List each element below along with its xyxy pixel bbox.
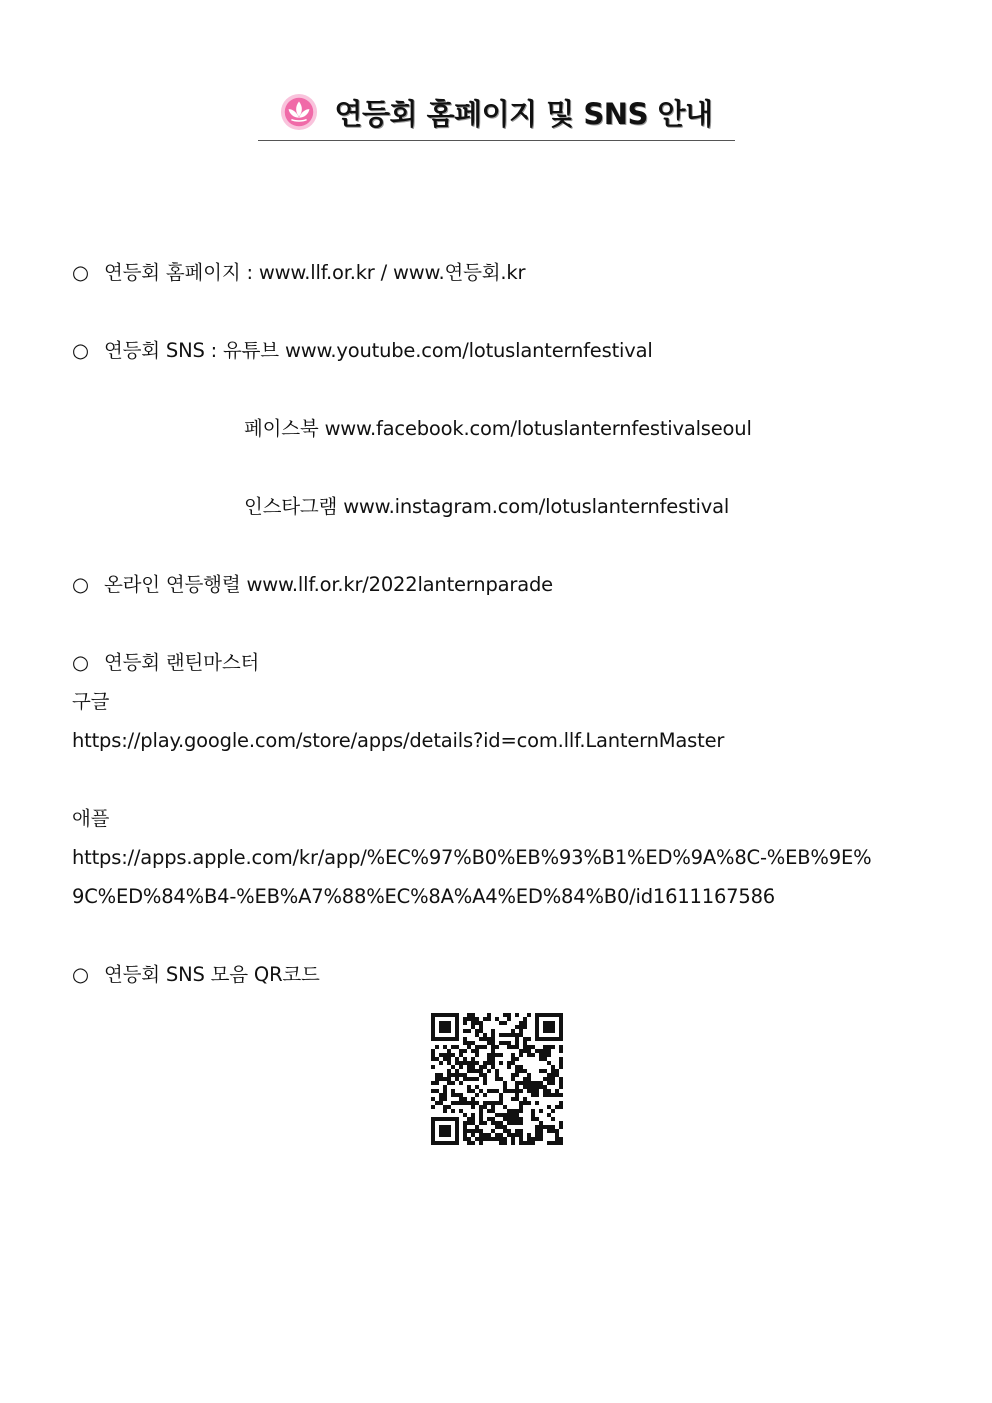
instagram-line (244, 495, 729, 519)
apple-url-line1[interactable]: https://apps.apple.com/kr/app/%EC%97%B0%EB%93%B1%ED%9A%8C-%EB%9E% (72, 846, 872, 869)
homepage-line (72, 261, 525, 285)
lotus-icon (280, 93, 318, 131)
parade-line (72, 573, 553, 597)
qr-label: 연등회 SNS 모음 QR코드 (104, 963, 320, 986)
facebook-url[interactable]: www.facebook.com/lotuslanternfestivalseoul (324, 417, 752, 440)
homepage-label: 연등회 홈페이지 : (104, 261, 253, 284)
google-label: 구글 (72, 690, 110, 713)
bullet-circle: ○ (72, 261, 89, 284)
google-url[interactable]: https://play.google.com/store/apps/details?id=com.llf.LanternMaster (72, 729, 725, 752)
facebook-label: 페이스북 (244, 417, 319, 440)
qr-line (72, 963, 320, 987)
bullet-circle: ○ (72, 651, 89, 674)
app-label: 연등회 랜틴마스터 (104, 651, 260, 674)
parade-url[interactable]: www.llf.or.kr/2022lanternparade (246, 573, 553, 596)
sns-label: 연등회 SNS : (104, 339, 218, 362)
facebook-line (244, 417, 752, 441)
bullet-circle: ○ (72, 339, 89, 362)
apple-url-line2[interactable]: 9C%ED%84%B4-%EB%A7%88%EC%8A%A4%ED%84%B0/id1611167586 (72, 885, 775, 908)
qr-code-image[interactable] (431, 1013, 563, 1145)
title-bar (258, 84, 735, 141)
instagram-url[interactable]: www.instagram.com/lotuslanternfestival (343, 495, 730, 518)
homepage-urls[interactable]: www.llf.or.kr / www.연등회.kr (258, 261, 526, 284)
page-title: 연등회 홈페이지 및 SNS 안내 (334, 96, 713, 131)
instagram-label: 인스타그램 (244, 495, 338, 518)
sns-line (72, 339, 653, 363)
app-line (72, 651, 259, 675)
parade-label: 온라인 연등행렬 (104, 573, 241, 596)
bullet-circle: ○ (72, 963, 89, 986)
youtube-url[interactable]: www.youtube.com/lotuslanternfestival (284, 339, 653, 362)
bullet-circle: ○ (72, 573, 89, 596)
apple-label: 애플 (72, 807, 110, 830)
youtube-label: 유튜브 (223, 339, 279, 362)
